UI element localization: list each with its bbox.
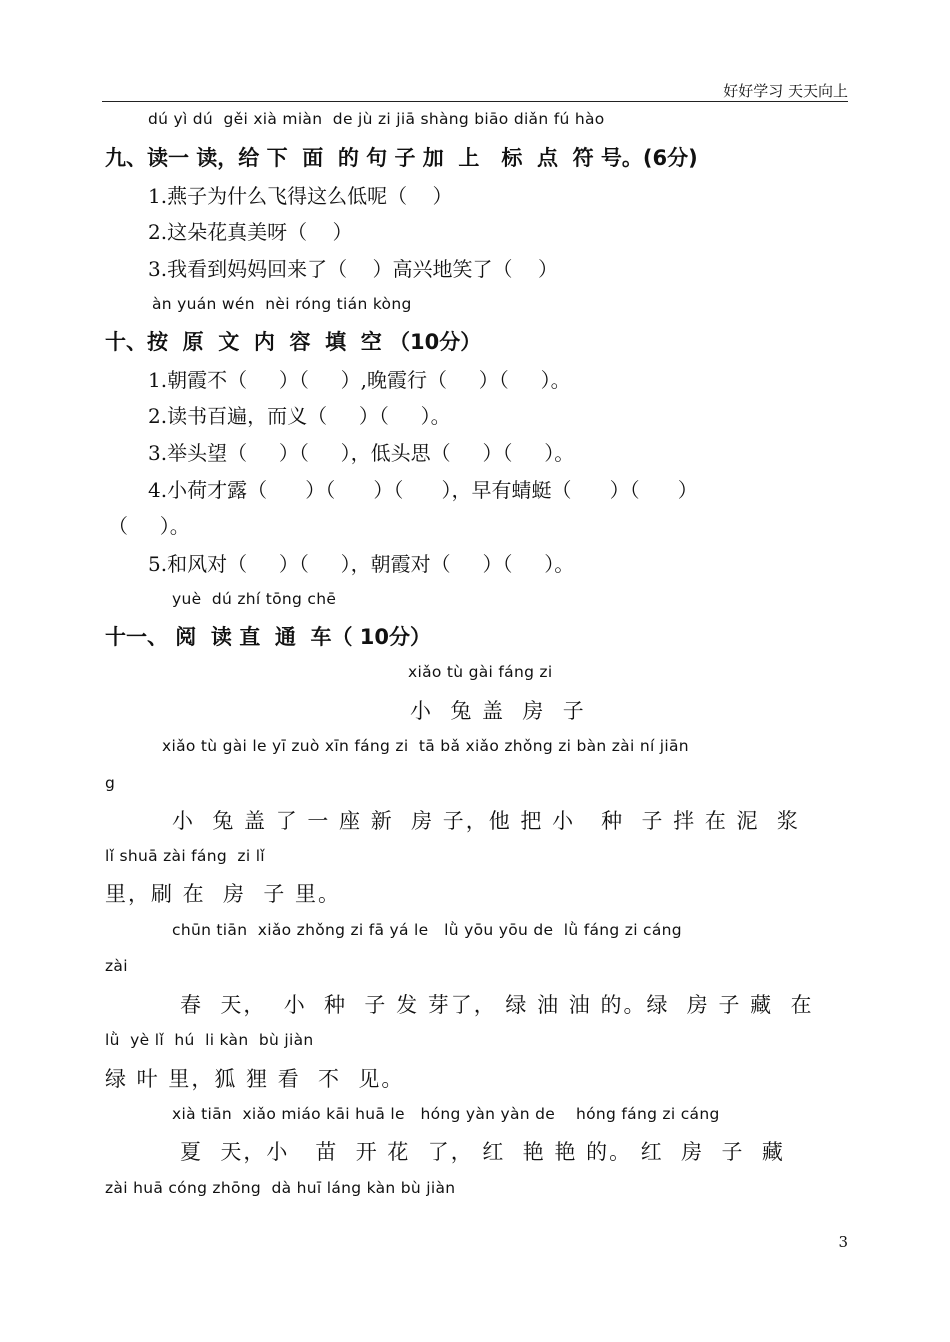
page-header: 好好学习 天天向上	[723, 82, 848, 100]
section10-item-3: 3.举头望（ ）（ ），低头思（ ）（ ）。	[148, 441, 575, 465]
section9-item-2: 2.这朵花真美呀（ ）	[148, 220, 353, 244]
story-line-3-text: 春 天， 小 种 子 发 芽了， 绿 油 油 的。绿 房 子 藏 在	[180, 993, 814, 1017]
story-line-2-pinyin: lǐ shuā zài fáng zi lǐ	[105, 847, 265, 865]
story-line-1-pinyin: xiǎo tù gài le yī zuò xīn fáng zi tā bǎ xiǎo zhǒng zi bàn zài ní jiān	[162, 737, 689, 755]
section11-title: 十一、 阅 读 直 通 车（ 10分）	[105, 625, 432, 649]
section9-pinyin: dú yì dú gěi xià miàn de jù zi jiā shàng biāo diǎn fú hào	[148, 110, 605, 128]
story-line-6-pinyin: zài huā cóng zhōng dà huī láng kàn bù jiàn	[105, 1179, 456, 1197]
story-line-4-pinyin: lǜ yè lǐ hú li kàn bù jiàn	[105, 1031, 314, 1049]
story-line-1-text: 小 兔 盖 了 一 座 新 房 子，他 把 小 种 子 拌 在 泥 浆	[172, 809, 800, 833]
story-line-5-pinyin: xià tiān xiǎo miáo kāi huā le hóng yàn yàn de hóng fáng zi cáng	[172, 1105, 720, 1123]
section9-title: 九、读一 读，给 下 面 的 句 子 加 上 标 点 符 号。(6分)	[105, 146, 698, 170]
story-line-2-text: 里，刷 在 房 子 里。	[105, 882, 342, 906]
story-line-4-text: 绿 叶 里，狐 狸 看 不 见。	[105, 1067, 405, 1091]
header-rule	[102, 101, 848, 102]
section10-item-4-cont: （ ）。	[108, 514, 190, 538]
story-line-3-pinyin-wrap: zài	[105, 957, 128, 975]
story-line-3-pinyin: chūn tiān xiǎo zhǒng zi fā yá le lǜ yōu yōu de lǜ fáng zi cáng	[172, 921, 682, 939]
section10-item-2: 2.读书百遍，而义（ ）（ ）。	[148, 404, 451, 428]
story-title-pinyin: xiǎo tù gài fáng zi	[408, 663, 553, 681]
story-title: 小 兔 盖 房 子	[410, 699, 586, 723]
section10-item-1: 1.朝霞不（ ）（ ）,晚霞行（ ）（ ）。	[148, 368, 571, 392]
section11-pinyin: yuè dú zhí tōng chē	[172, 590, 337, 608]
section9-item-1: 1.燕子为什么飞得这么低呢（ ）	[148, 184, 453, 208]
section10-item-4: 4.小荷才露（ ）（ ）（ ），早有蜻蜓（ ）（ ）	[148, 478, 698, 502]
section9-item-3: 3.我看到妈妈回来了（ ）高兴地笑了（ ）	[148, 257, 558, 281]
story-line-5-text: 夏 天，小 苗 开 花 了， 红 艳 艳 的。 红 房 子 藏	[180, 1140, 785, 1164]
section10-item-5: 5.和风对（ ）（ ），朝霞对（ ）（ ）。	[148, 552, 575, 576]
story-line-1-pinyin-wrap: g	[105, 774, 116, 792]
section10-pinyin: àn yuán wén nèi róng tián kòng	[152, 295, 412, 313]
page-number: 3	[838, 1233, 848, 1251]
section10-title: 十、按 原 文 内 容 填 空 （10分）	[105, 330, 482, 354]
